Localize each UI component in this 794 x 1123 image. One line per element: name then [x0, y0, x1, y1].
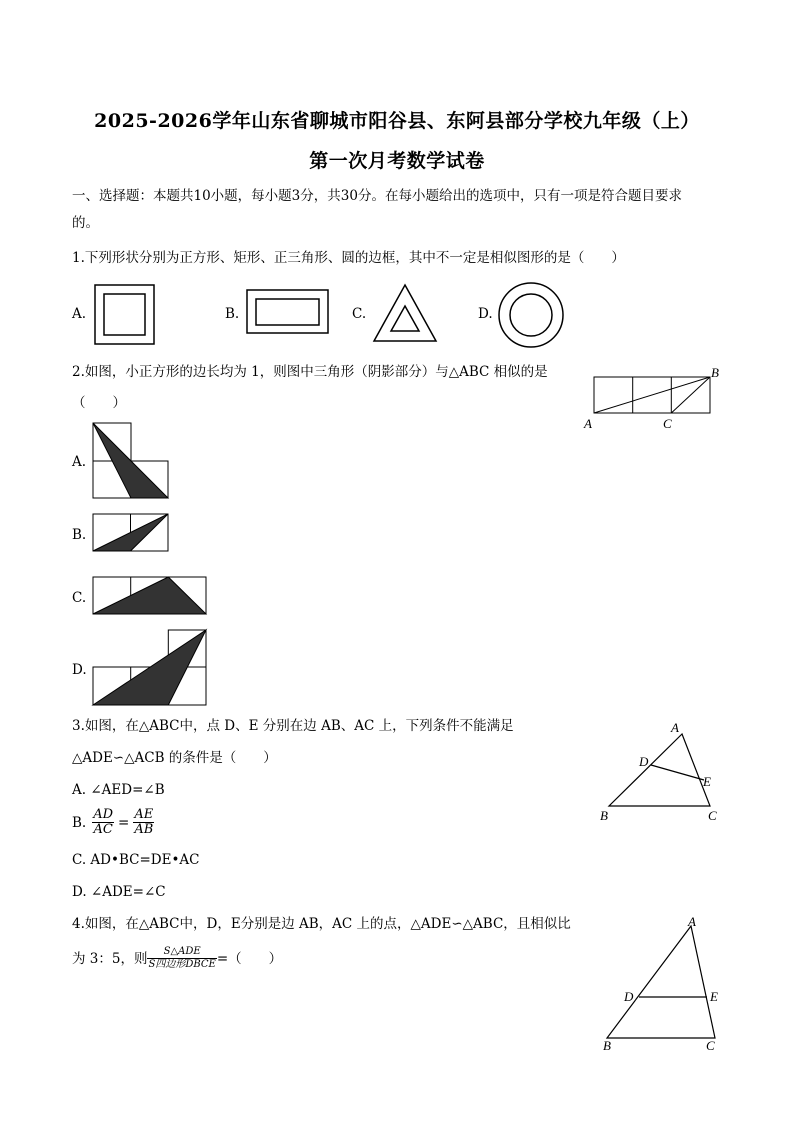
q2-option-a-label: A.	[72, 454, 87, 470]
q2-ref-label-a: A	[584, 416, 592, 431]
q2-reference-figure	[580, 364, 730, 434]
q3-stem-line2: △ADE∽△ACB 的条件是（ ）	[72, 750, 277, 766]
q3-option-b-prefix: B.	[72, 814, 87, 831]
q4-stem-suffix: =（ ）	[216, 950, 283, 967]
q3-option-d: D. ∠ADE=∠C	[72, 884, 166, 900]
q4-label-a: A	[688, 914, 696, 929]
q3-option-b-equals: =	[118, 814, 130, 831]
q3-triangle-figure	[600, 722, 720, 832]
q4-stem-line1: 4.如图，在△ABC中，D，E分别是边 AB，AC 上的点，△ADE∽△ABC，且相似比	[72, 916, 571, 932]
q4-label-b: B	[603, 1038, 611, 1053]
q4-label-d: D	[624, 989, 634, 1004]
q4-stem-line2	[72, 946, 282, 971]
q1-square-frame-figure	[94, 284, 156, 346]
q3-segment-de	[651, 765, 704, 780]
q3-frac1-denominator: AC	[93, 822, 113, 837]
q1-circle-outer	[499, 283, 563, 347]
q2-option-b-label: B.	[72, 527, 87, 543]
q1-triangle-frame-figure	[372, 284, 438, 344]
q1-rect-inner	[256, 299, 319, 325]
q3-option-a: A. ∠AED=∠B	[72, 782, 165, 798]
exam-title-line1: 2025-2026学年山东省聊城市阳谷县、东阿县部分学校九年级（上）	[94, 110, 700, 132]
q3-label-b: B	[600, 808, 608, 823]
section-intro-line1: 一、选择题：本题共10小题，每小题3分，共30分。在每小题给出的选项中，只有一项是符合题目要求	[72, 188, 682, 204]
q3-option-b-fraction-1	[92, 808, 114, 837]
q4-fraction-denominator: S四边形DBCE	[148, 959, 216, 970]
q4-triangle-figure	[600, 918, 724, 1048]
q3-stem-line1: 3.如图，在△ABC中，点 D、E 分别在边 AB、AC 上，下列条件不能满足	[72, 718, 514, 734]
q4-stem-prefix: 为 3：5，则	[72, 950, 148, 967]
q3-option-b	[72, 808, 154, 837]
q1-triangle-outer	[374, 285, 436, 341]
q3-frac1-numerator: AD	[93, 807, 114, 822]
q1-circle-frame-figure	[497, 281, 565, 349]
q1-rectangle-frame-figure	[246, 289, 330, 335]
q1-stem: 1.下列形状分别为正方形、矩形、正三角形、圆的边框，其中不一定是相似图形的是（ ）	[72, 250, 625, 266]
q1-circle-inner	[510, 294, 552, 336]
q4-label-c: C	[706, 1038, 715, 1053]
q2-ref-label-b: B	[711, 365, 719, 380]
q1-option-d-label: D.	[478, 306, 493, 322]
q2-option-c-figure	[92, 576, 208, 616]
q1-option-c-label: C.	[352, 306, 367, 322]
q1-rect-outer	[247, 290, 328, 333]
q2-option-b-figure	[92, 513, 170, 553]
q1-option-b-label: B.	[225, 306, 240, 322]
q3-option-b-fraction-2	[133, 808, 154, 837]
q3-label-d: D	[639, 754, 649, 769]
q1-triangle-inner	[391, 306, 419, 331]
exam-title-line2: 第一次月考数学试卷	[309, 150, 485, 172]
q2-ref-label-c: C	[663, 416, 672, 431]
q3-triangle-abc	[609, 734, 710, 806]
q3-label-c: C	[708, 808, 717, 823]
q3-label-a: A	[671, 720, 679, 735]
q2-ref-side-cb	[671, 377, 710, 413]
q1-option-a-label: A.	[72, 306, 87, 322]
section-intro-line2: 的。	[72, 215, 99, 231]
q2-option-a-figure	[92, 422, 170, 500]
q4-label-e: E	[710, 989, 718, 1004]
q1-square-inner	[104, 294, 145, 335]
q3-frac2-numerator: AE	[134, 807, 154, 822]
q4-fraction-numerator: S△ADE	[147, 946, 216, 959]
q4-triangle-abc	[607, 926, 715, 1038]
q2-stem-line2: （ ）	[72, 395, 126, 411]
q3-option-c: C. AD•BC=DE•AC	[72, 852, 200, 868]
q2-option-c-label: C.	[72, 590, 87, 606]
q2c-shaded-triangle	[93, 577, 206, 614]
q2-stem-line1: 2.如图，小正方形的边长均为 1，则图中三角形（阴影部分）与△ABC 相似的是	[72, 364, 548, 380]
q2-option-d-figure	[92, 629, 208, 708]
q3-frac2-denominator: AB	[134, 822, 154, 837]
q2-option-d-label: D.	[72, 662, 87, 678]
q3-label-e: E	[703, 774, 711, 789]
q2-ref-side-ab	[594, 377, 710, 413]
q4-area-ratio-fraction	[147, 946, 216, 971]
